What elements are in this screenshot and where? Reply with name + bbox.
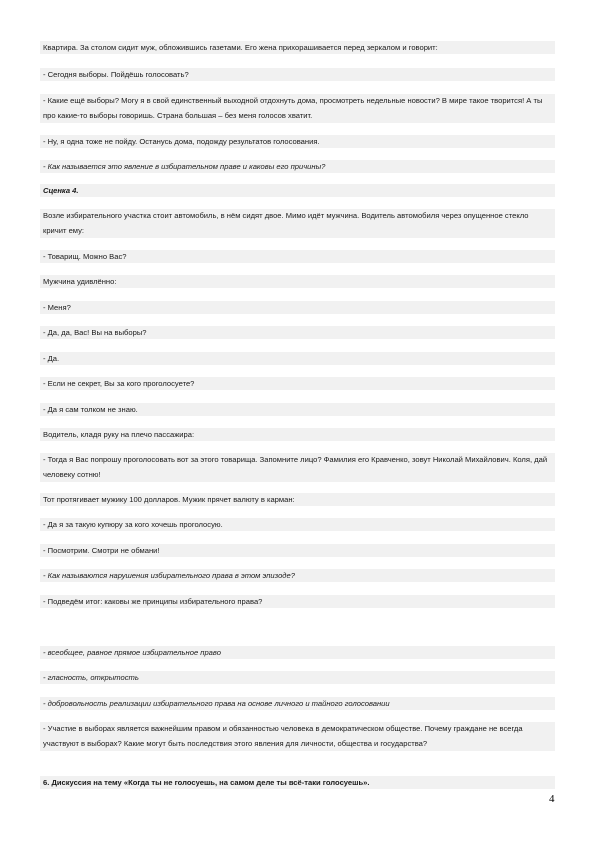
- principle-item: - гласность, открытость: [40, 671, 555, 684]
- paragraph: - Если не секрет, Вы за кого проголосуете?: [40, 377, 555, 390]
- paragraph: Водитель, кладя руку на плечо пассажира:: [40, 428, 555, 441]
- paragraph: - Товарищ. Можно Вас?: [40, 250, 555, 263]
- paragraph: Квартира. За столом сидит муж, обложившись газетами. Его жена прихорашивается перед зеркалом и говорит:: [40, 41, 555, 54]
- paragraph: Тот протягивает мужику 100 долларов. Мужик прячет валюту в карман:: [40, 493, 555, 506]
- paragraph: - Меня?: [40, 301, 555, 314]
- paragraph: - Какие ещё выборы? Могу я в свой единственный выходной отдохнуть дома, просмотреть недельные новости? В мире такое творится! А ты про какие-то выборы говоришь. Страна большая – без меня голосов хватит.: [40, 94, 555, 123]
- paragraph: - Да.: [40, 352, 555, 365]
- paragraph: - Да я сам толком не знаю.: [40, 403, 555, 416]
- paragraph: - Посмотрим. Смотри не обмани!: [40, 544, 555, 557]
- paragraph: Мужчина удивлённо:: [40, 275, 555, 288]
- question: - Как называется это явление в избирательном праве и каковы его причины?: [40, 160, 555, 173]
- principle-item: - всеобщее, равное прямое избирательное право: [40, 646, 555, 659]
- scene-heading: Сценка 4.: [40, 184, 555, 197]
- paragraph: - Сегодня выборы. Пойдёшь голосовать?: [40, 68, 555, 81]
- principle-item: - добровольность реализации избирательного права на основе личного и тайного голосовании: [40, 697, 555, 710]
- page-number: 4: [549, 793, 555, 805]
- paragraph: - Да я за такую купюру за кого хочешь проголосую.: [40, 518, 555, 531]
- paragraph: - Да, да, Вас! Вы на выборы?: [40, 326, 555, 339]
- paragraph: Возле избирательного участка стоит автомобиль, в нём сидят двое. Мимо идёт мужчина. Водитель автомобиля через опущенное стекло кричит ему:: [40, 209, 555, 238]
- paragraph: - Подведём итог: каковы же принципы избирательного права?: [40, 595, 555, 608]
- paragraph: - Участие в выборах является важнейшим правом и обязанностью человека в демократическом обществе. Почему граждане не всегда участвуют в выборах? Какие могут быть последствия этого явления для личности, общества и государства?: [40, 722, 555, 751]
- section-heading: 6. Дискуссия на тему «Когда ты не голосуешь, на самом деле ты всё-таки голосуешь».: [40, 776, 555, 789]
- paragraph: - Ну, я одна тоже не пойду. Останусь дома, подожду результатов голосования.: [40, 135, 555, 148]
- question: - Как называются нарушения избирательного права в этом эпизоде?: [40, 569, 555, 582]
- paragraph: - Тогда я Вас попрошу проголосовать вот за этого товарища. Запомните лицо? Фамилия его Кравченко, зовут Николай Михайлович. Коля, дай человеку сотню!: [40, 453, 555, 482]
